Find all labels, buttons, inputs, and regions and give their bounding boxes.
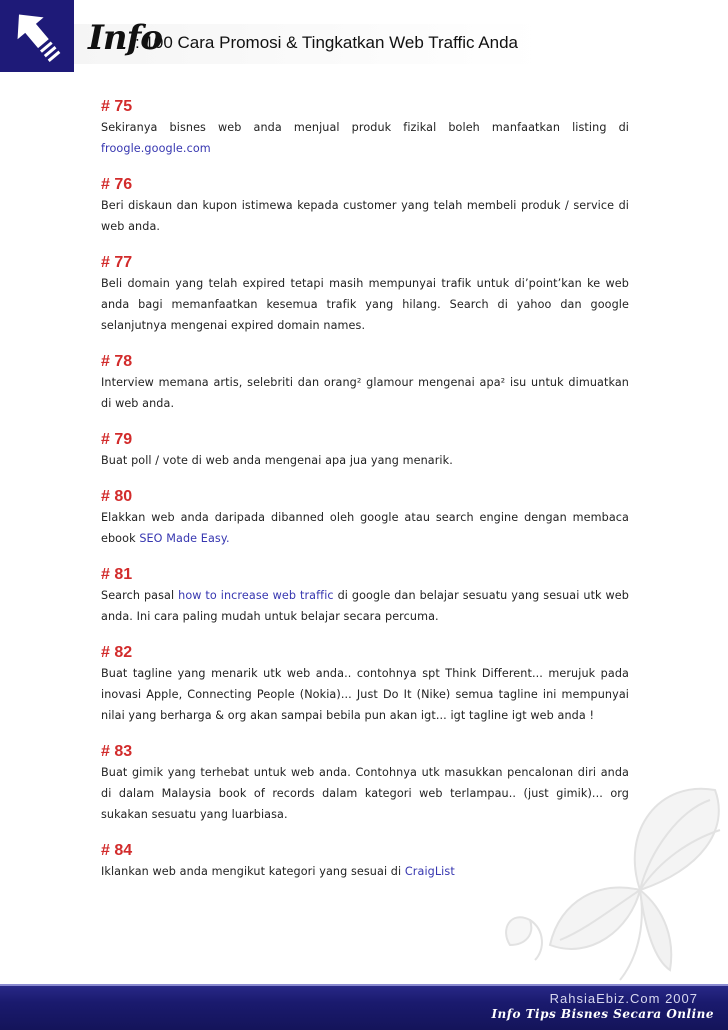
tip-text xyxy=(101,585,629,627)
tip-text: Beri diskaun dan kupon istimewa kepada customer yang telah membeli produk / service di web anda. xyxy=(101,199,629,233)
tip-text-part: Iklankan web anda mengikut kategori yang sesuai di xyxy=(101,865,405,878)
tip-text: Interview memana artis, selebriti dan orang² glamour mengenai apa² isu untuk dimuatkan di web anda. xyxy=(101,376,629,410)
tip-text-part: Sekiranya bisnes web anda menjual produk fizikal boleh manfaatkan listing di xyxy=(101,121,629,134)
brand-wordmark: Info xyxy=(88,18,162,58)
butterfly-watermark-icon xyxy=(490,770,728,985)
tip-number: # 80 xyxy=(101,488,133,505)
tip-item xyxy=(101,430,629,471)
tip-item xyxy=(101,175,629,237)
tip-item xyxy=(101,97,629,159)
tip-number: # 78 xyxy=(101,353,133,370)
logo xyxy=(0,0,74,72)
tip-text: Buat poll / vote di web anda mengenai apa jua yang menarik. xyxy=(101,454,453,467)
tip-text-part: Search pasal xyxy=(101,589,179,602)
tip-number: # 82 xyxy=(101,644,133,661)
tip-item xyxy=(101,352,629,414)
tip-number: # 77 xyxy=(101,254,133,271)
page-footer xyxy=(0,984,728,1030)
tip-text xyxy=(101,507,629,549)
increase-web-traffic-link[interactable]: how to increase web traffic xyxy=(178,589,334,602)
tip-number: # 84 xyxy=(101,842,133,859)
page-title: : 100 Cara Promosi & Tingkatkan Web Traffic Anda xyxy=(135,33,519,52)
arrow-logo-icon xyxy=(0,0,74,72)
tip-item xyxy=(101,487,629,549)
tip-item xyxy=(101,565,629,627)
seo-made-easy-link[interactable]: SEO Made Easy. xyxy=(139,532,230,545)
tip-number: # 83 xyxy=(101,743,133,760)
craiglist-link[interactable]: CraigList xyxy=(404,865,455,878)
footer-site: RahsiaEbiz.Com 2007 xyxy=(549,991,698,1006)
tip-text-part: di google dan belajar sesuatu yang sesuai utk web anda. Ini cara paling mudah untuk belajar secara percuma. xyxy=(101,589,629,623)
tip-item xyxy=(101,643,629,726)
tip-number: # 79 xyxy=(101,431,133,448)
tip-number: # 76 xyxy=(101,176,133,193)
tip-text-part: Elakkan web anda daripada dibanned oleh google atau search engine dengan membaca ebook xyxy=(101,511,629,545)
froogle-link[interactable]: froogle.google.com xyxy=(101,142,211,155)
tip-number: # 81 xyxy=(101,566,133,583)
footer-tagline: Info Tips Bisnes Secara Online xyxy=(491,1007,714,1021)
tip-text: Buat tagline yang menarik utk web anda.. contohnya spt Think Different... merujuk pada inovasi Apple, Connecting People (Nokia)... Just Do It (Nike) semua tagline ini mempunyai nilai yang berharga & org akan sampai bebila pun akan igt... igt tagline igt web anda ! xyxy=(101,667,629,722)
page-header xyxy=(0,0,728,72)
tip-text xyxy=(101,117,629,159)
tip-item xyxy=(101,253,629,336)
tip-text: Buat gimik yang terhebat untuk web anda. Contohnya utk masukkan pencalonan diri anda di dalam Malaysia book of records dalam kategori web terlampau.. (just gimik)... org sukakan sesuatu yang luarbiasa. xyxy=(101,766,629,821)
footer-divider xyxy=(0,984,728,986)
tip-text: Beli domain yang telah expired tetapi masih mempunyai trafik untuk di’point’kan ke web anda bagi memanfaatkan kesemua trafik yang hilang. Search di yahoo dan google selanjutnya mengenai expired domain names. xyxy=(101,277,629,332)
tip-number: # 75 xyxy=(101,98,133,115)
